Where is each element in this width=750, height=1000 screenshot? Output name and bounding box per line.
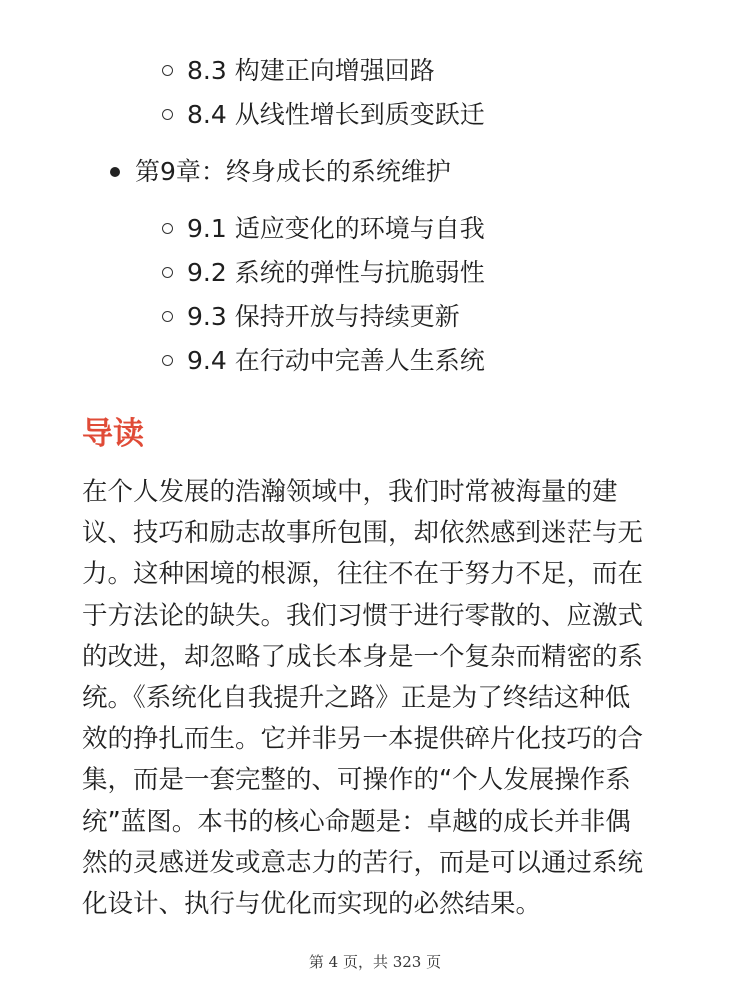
paragraph-line: 统”蓝图。本书的核心命题是：卓越的成长并非偶 bbox=[82, 806, 631, 837]
section-paragraph bbox=[82, 472, 672, 925]
hollow-bullet-icon bbox=[162, 267, 173, 278]
toc-item bbox=[162, 93, 485, 137]
toc-item bbox=[162, 295, 485, 339]
page-number-footer: 第 4 页，共 323 页 bbox=[308, 953, 442, 971]
toc-chapter9-subitems bbox=[162, 207, 485, 383]
hollow-bullet-icon bbox=[162, 355, 173, 366]
paragraph-line: 议、技巧和励志故事所包围，却依然感到迷茫与无 bbox=[82, 518, 644, 549]
toc-item-label: 9.4 在行动中完善人生系统 bbox=[187, 346, 485, 375]
paragraph-line: 化设计、执行与优化而实现的必然结果。 bbox=[82, 888, 542, 919]
paragraph-line: 在个人发展的浩瀚领域中，我们时常被海量的建 bbox=[82, 477, 618, 507]
toc-item bbox=[162, 251, 485, 295]
paragraph-line: 统。《系统化自我提升之路》正是为了终结这种低 bbox=[82, 682, 631, 713]
paragraph-line: 集，而是一套完整的、可操作的“个人发展操作系 bbox=[82, 765, 631, 796]
toc-item-label: 9.2 系统的弹性与抗脆弱性 bbox=[187, 258, 485, 287]
toc-chapter8-subitems bbox=[162, 49, 485, 137]
toc-item-label: 8.3 构建正向增强回路 bbox=[187, 56, 435, 85]
paragraph-line: 效的挣扎而生。它并非另一本提供碎片化技巧的合 bbox=[82, 724, 644, 755]
toc-item-label: 9.3 保持开放与持续更新 bbox=[187, 302, 460, 331]
toc-item bbox=[162, 207, 485, 251]
hollow-bullet-icon bbox=[162, 109, 173, 120]
paragraph-line: 于方法论的缺失。我们习惯于进行零散的、应激式 bbox=[82, 600, 644, 631]
section-heading: 导读 bbox=[82, 416, 144, 452]
paragraph-line: 的改进，却忽略了成长本身是一个复杂而精密的系 bbox=[82, 641, 644, 672]
paragraph-line: 力。这种困境的根源，往往不在于努力不足，而在 bbox=[82, 559, 644, 590]
toc-chapter-9 bbox=[110, 150, 451, 194]
hollow-bullet-icon bbox=[162, 223, 173, 234]
paragraph-line: 然的灵感迸发或意志力的苦行，而是可以通过系统 bbox=[82, 847, 644, 878]
toc-item-label: 9.1 适应变化的环境与自我 bbox=[187, 214, 485, 243]
toc-item bbox=[162, 339, 485, 383]
hollow-bullet-icon bbox=[162, 65, 173, 76]
toc-chapter-title: 第9章：终身成长的系统维护 bbox=[135, 157, 451, 186]
toc-item bbox=[162, 49, 485, 93]
hollow-bullet-icon bbox=[162, 311, 173, 322]
toc-item-label: 8.4 从线性增长到质变跃迁 bbox=[187, 100, 485, 129]
filled-bullet-icon bbox=[110, 167, 120, 177]
